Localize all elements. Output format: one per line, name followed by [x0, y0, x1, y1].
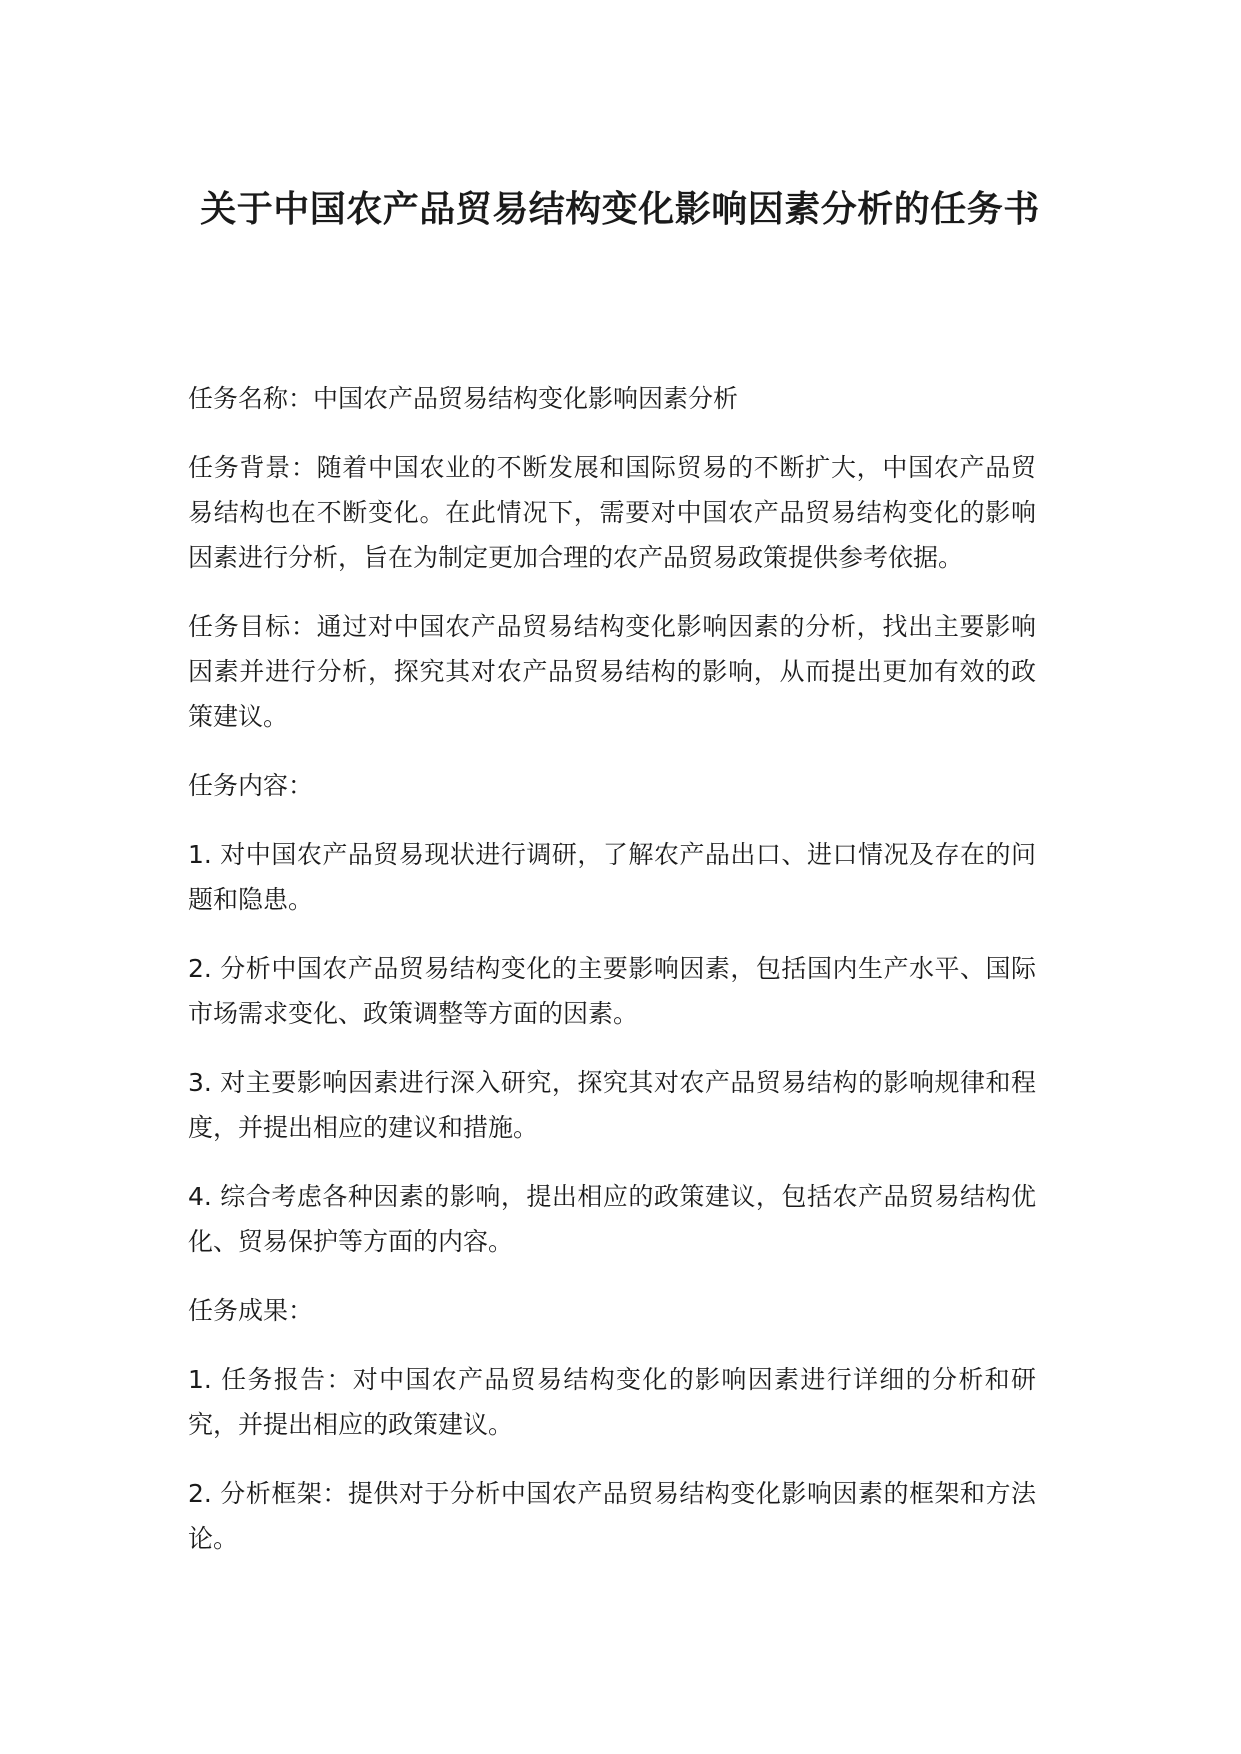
document-title: 关于中国农产品贸易结构变化影响因素分析的任务书 — [200, 189, 1040, 230]
paragraph-task-goal: 任务目标：通过对中国农产品贸易结构变化影响因素的分析，找出主要影响因素并进行分析，探究其对农产品贸易结构的影响，从而提出更加有效的政策建议。 — [188, 612, 1036, 731]
document-body — [188, 376, 1036, 1585]
heading-task-content: 任务内容： — [188, 771, 314, 800]
list-item-content-4: 4. 综合考虑各种因素的影响，提出相应的政策建议，包括农产品贸易结构优化、贸易保护等方面的内容。 — [188, 1182, 1036, 1256]
list-item-result-1: 1. 任务报告：对中国农产品贸易结构变化的影响因素进行详细的分析和研究，并提出相应的政策建议。 — [188, 1365, 1036, 1439]
list-item-content-1: 1. 对中国农产品贸易现状进行调研，了解农产品出口、进口情况及存在的问题和隐患。 — [188, 840, 1036, 914]
list-item-content-2: 2. 分析中国农产品贸易结构变化的主要影响因素，包括国内生产水平、国际市场需求变化、政策调整等方面的因素。 — [188, 954, 1036, 1028]
list-item-content-3: 3. 对主要影响因素进行深入研究，探究其对农产品贸易结构的影响规律和程度，并提出相应的建议和措施。 — [188, 1068, 1036, 1142]
paragraph-task-name: 任务名称：中国农产品贸易结构变化影响因素分析 — [188, 384, 739, 413]
heading-task-results: 任务成果： — [188, 1296, 314, 1325]
paragraph-task-background: 任务背景：随着中国农业的不断发展和国际贸易的不断扩大，中国农产品贸易结构也在不断变化。在此情况下，需要对中国农产品贸易结构变化的影响因素进行分析，旨在为制定更加合理的农产品贸易政策提供参考依据。 — [188, 453, 1036, 572]
list-item-result-2: 2. 分析框架：提供对于分析中国农产品贸易结构变化影响因素的框架和方法论。 — [188, 1479, 1036, 1553]
